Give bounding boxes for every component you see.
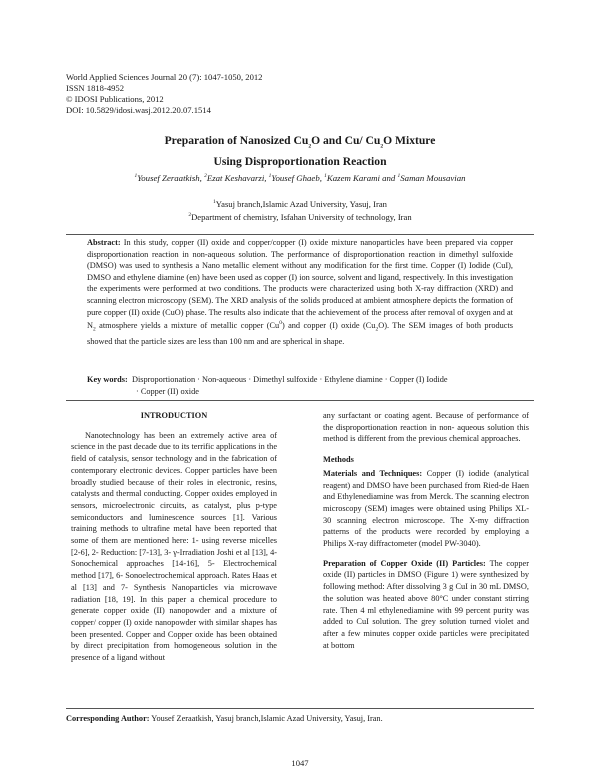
paper-title [0,133,600,169]
author: $^1$Yousef Zeraatkish, [134,173,202,183]
left-column [71,410,277,664]
footer-rule [66,708,534,709]
author-list [0,173,600,183]
abstract: Abstract: In this study, copper (II) oxide and copper/copper (I) oxide mixture nanoparticles have been prepared via copper disproportionation reaction in non-aqueous solution. The performance of disproportionation reaction in dimethyl sulfoxide (DMSO) was used to synthesis a Nano metallic element without any modification for the first time. Copper (I) Iodide (CuI), DMSO and ethylene diamine (en) have been used as copper (I) ion source, solvent and ligand, respectively. In this investigation the experiments were performed at two conditions. The products were characterized using both X-ray diffraction (XRD) and scanning electron microscopy (SEM). The XRD analysis of the solids produced at ambient atmosphere depicts the formation of pure copper (II) oxide (CuO) phase. The results also indicate that the achievement of the process after removal of oxygen and at $N_2$ atmosphere yields a mixture of metallic copper (Cu$^0$) and copper (I) oxide $(Cu_2O)$. The SEM images of both products showed that the particle sizes are less than 100 nm and are spherical in shape. [87,238,514,347]
materials-paragraph: Materials and Techniques: Copper (I) iodide (analytical reagent) and DMSO have been purchased from Ried-de Haen and Ethylenediamine was from Merck. The scanning electron microscopy (SEM) images were obtained using Philips XL-30 scanning electron microscope. The X-my diffraction patterns of the products were recorded by employing a Philips X-ray diffractometer (model PW-3040). [323,468,529,549]
keywords-bottom-rule [66,400,534,401]
introduction-paragraph: Nanotechnology has been an extremely active area of science in the past decade due to its terrific applications in the field of catalysis, sensor technology and in the fabrication of contemporary electronic devices. Copper particles have been broadly studied because of their roles in electronic, resins, catalysts and thermal conducting. Copper oxides employed in sensors, microelectronic circuits, as catalyst, plus p-type semiconductors and luminescence sources [1]. Various training methods to ultrafine metal have been reported that some of them are mentioned here: 1- using reverse micelles [2-6], 2- Reduction: [7-13], 3- γ-Irradiation Joshi et al [13], 4- Sonochemical approaches [14-16], 5- Electrochemical method [17], 6- Sonoelectrochemical approach. Rates Haas et al [13] and 7- Synthesis Nanoparticles via microwave radiation [18, 19]. In this paper a chemical procedure to generate copper oxide (II) nanopowder and a mixture of copper/ copper (I) oxide nanopowder with similar shapes has been presented. Copper and Copper oxide has been obtained by direct precipitation from homogeneous solution in the presence of a ligand without [71,430,277,663]
title-line-2: Using Disproportionation Reaction [213,155,387,169]
abstract-top-rule [66,234,534,235]
author: $^1$Yousef Ghaeb, [268,173,322,183]
affiliations [0,197,600,223]
keywords-label: Key words: [87,375,128,384]
issn: ISSN 1818-4952 [66,83,125,93]
title-line-1: Preparation of Nanosized $Cu_2O$ and Cu/ $Cu_2O$ Mixture [164,134,436,150]
keywords [87,374,513,397]
doi: DOI: 10.5829/idosi.wasj.2012.20.07.1514 [66,105,211,115]
abstract-label: Abstract: [87,238,121,247]
right-column [323,410,529,651]
copyright: © IDOSI Publications, 2012 [66,94,164,104]
journal-citation: World Applied Sciences Journal 20 (7): 1047-1050, 2012 [66,72,263,82]
affiliation: $^2$Department of chemistry, Isfahan University of technology, Iran [188,211,412,222]
continuation-paragraph: any surfactant or coating agent. Because of performance of the disproportionation reaction in non- aqueous solution this method is different from the previous chemical approaches. [323,411,529,444]
methods-heading: Methods [323,455,354,465]
preparation-paragraph: Preparation of Copper Oxide (II) Particles: The copper oxide (II) particles in DMSO (Figure 1) were synthesized by following method: After dissolving 3 g CuI in 30 mL DMSO, the solution was heated above 80°C under constant stirring rate. Then 4 ml ethylenediamine with 99 percent purity was added to CuI solution. The grey solution turned violet and after a few minutes copper oxide particles were precipitated at bottom [323,558,529,650]
affiliation: $^1$Yasuj branch,Islamic Azad University, Yasuj, Iran [213,198,387,209]
journal-header [66,72,262,116]
page-number: 1047 [291,758,309,768]
author: $^1$Saman Mousavian [397,173,466,183]
author: $^2$Ezat Keshavarzi, [204,173,267,183]
introduction-heading: INTRODUCTION [140,411,208,420]
corresponding-author: Corresponding Author: Yousef Zeraatkish, Yasuj branch,Islamic Azad University, Yasuj, Iran. [66,714,383,723]
keywords-line-1: Disproportionation · Non-aqueous · Dimethyl sulfoxide · Ethylene diamine · Copper (I) Iodide [131,375,448,384]
keywords-line-2: · Copper (II) oxide [136,386,199,396]
author: $^1$Kazem Karami and [324,173,396,183]
